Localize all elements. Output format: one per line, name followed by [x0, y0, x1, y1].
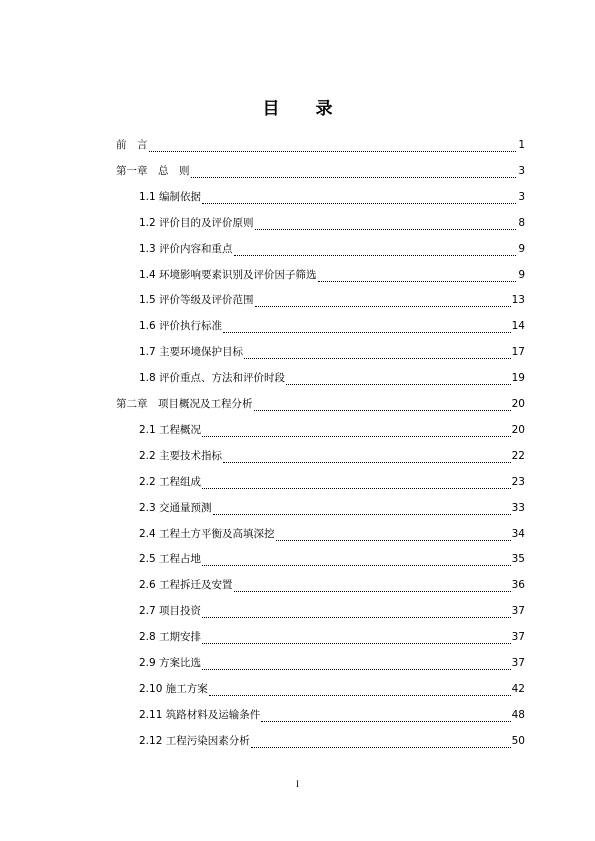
toc-leader-dots: [286, 372, 511, 385]
toc-entry-page: 37: [511, 631, 525, 644]
toc-entry[interactable]: [139, 680, 525, 698]
toc-entry[interactable]: [139, 188, 525, 206]
toc-entry-label: 2.3 交通量预测: [139, 501, 212, 514]
toc-entry-label: 2.7 项目投资: [139, 605, 202, 618]
toc-entry-label: 1.2 评价目的及评价原则: [139, 216, 254, 229]
toc-entry[interactable]: [116, 395, 525, 413]
toc-entry[interactable]: [139, 525, 525, 543]
toc-leader-dots: [261, 709, 510, 722]
toc-leader-dots: [255, 217, 516, 230]
page-title: [0, 94, 595, 119]
toc-entry-label: 2.1 工程概况: [139, 423, 202, 436]
toc-entry-label: 2.8 工期安排: [139, 631, 202, 644]
toc-entry-label: 前 言: [116, 139, 148, 151]
toc-leader-dots: [202, 553, 511, 566]
toc-entry[interactable]: [139, 473, 525, 491]
toc-entry-page: 19: [511, 372, 525, 385]
toc-leader-dots: [254, 398, 511, 411]
toc-entry-page: 34: [511, 527, 525, 540]
toc-leader-dots: [202, 605, 511, 618]
toc-leader-dots: [223, 320, 511, 333]
toc-leader-dots: [255, 294, 511, 307]
toc-entry[interactable]: [116, 162, 525, 180]
toc-entry-label: 1.4 环境影响要素识别及评价因子筛选: [139, 268, 317, 281]
toc-entry-label: 2.4 工程土方平衡及高填深挖: [139, 527, 275, 540]
toc-entry[interactable]: [139, 499, 525, 517]
toc-leader-dots: [202, 476, 511, 489]
toc-entry[interactable]: [139, 421, 525, 439]
toc-leader-dots: [244, 346, 511, 359]
toc-entry[interactable]: [139, 317, 525, 335]
toc-entry-label: 2.2 主要技术指标: [139, 449, 223, 462]
toc-entry-page: 1: [518, 139, 525, 151]
toc-entry-page: 42: [511, 682, 525, 695]
toc-entry-label: 2.12 工程污染因素分析: [139, 734, 250, 747]
toc-entry-page: 37: [511, 605, 525, 618]
toc-entry-label: 2.11 筑路材料及运输条件: [139, 708, 261, 721]
toc-entry[interactable]: [139, 447, 525, 465]
toc-entry-page: 8: [518, 216, 525, 229]
toc-entry-label: 2.9 方案比选: [139, 657, 202, 669]
toc-entry-label: 1.1 编制依据: [139, 190, 202, 203]
toc-entry-page: 14: [511, 320, 525, 333]
toc-entry-label: 1.5 评价等级及评价范围: [139, 294, 254, 307]
toc-leader-dots: [202, 657, 511, 670]
toc-entry[interactable]: [139, 240, 525, 258]
toc-entry[interactable]: [139, 343, 525, 361]
toc-entry-page: 36: [511, 579, 525, 592]
toc-entry-page: 50: [511, 734, 525, 747]
toc-entry-label: 2.5 工程占地: [139, 553, 202, 566]
toc-entry-page: 13: [511, 294, 525, 307]
toc-entry-label: 2.6 工程拆迁及安置: [139, 579, 233, 592]
toc-entry-label: 第二章 项目概况及工程分析: [116, 398, 253, 410]
toc-entry-page: 17: [511, 346, 525, 359]
toc-entry-label: 1.3 评价内容和重点: [139, 242, 233, 255]
toc-entry-page: 48: [511, 708, 525, 721]
toc-entry-page: 35: [511, 553, 525, 566]
toc-entry-label: 1.7 主要环境保护目标: [139, 346, 244, 359]
toc-entry-label: 1.6 评价执行标准: [139, 320, 223, 333]
toc-entry[interactable]: [139, 266, 525, 284]
toc-entry-page: 20: [511, 398, 525, 410]
toc-leader-dots: [223, 450, 511, 463]
toc-leader-dots: [202, 631, 511, 644]
toc-entry-label: 2.10 施工方案: [139, 682, 208, 695]
toc-entry-page: 20: [511, 423, 525, 436]
toc-entry-label: 2.2 工程组成: [139, 475, 202, 488]
toc-leader-dots: [213, 502, 511, 515]
toc-entry-page: 9: [518, 242, 525, 255]
page-title-part2: 录: [315, 99, 333, 119]
toc-entry-label: 1.8 评价重点、方法和评价时段: [139, 372, 286, 385]
toc-entry-page: 37: [511, 657, 525, 669]
toc-entry[interactable]: [139, 654, 525, 672]
toc-entry[interactable]: [139, 576, 525, 594]
toc-entry[interactable]: [139, 550, 525, 568]
toc-entry[interactable]: [139, 628, 525, 646]
page-title-part1: 目: [262, 99, 280, 119]
toc-entry[interactable]: [139, 602, 525, 620]
toc-entry[interactable]: [139, 369, 525, 387]
toc-entry-page: 23: [511, 475, 525, 488]
toc-entry[interactable]: [116, 136, 525, 154]
toc-entry[interactable]: [139, 291, 525, 309]
toc-entry-page: 22: [511, 449, 525, 462]
toc-leader-dots: [318, 269, 516, 282]
toc-entry-label: 第一章 总 则: [116, 164, 190, 177]
toc-leader-dots: [202, 191, 516, 204]
toc-leader-dots: [234, 243, 516, 256]
toc-leader-dots: [209, 683, 511, 696]
toc-leader-dots: [202, 424, 511, 437]
toc-leader-dots: [149, 139, 517, 152]
toc-entry-page: 33: [511, 501, 525, 514]
page-number: I: [296, 779, 299, 789]
toc-entry[interactable]: [139, 706, 525, 724]
toc-leader-dots: [276, 528, 511, 541]
toc-entry-page: 9: [518, 268, 525, 281]
toc-leader-dots: [234, 579, 511, 592]
toc-entry[interactable]: [139, 214, 525, 232]
toc-entry-page: 3: [518, 190, 525, 203]
toc-entry-page: 3: [518, 164, 525, 177]
toc-leader-dots: [191, 165, 517, 178]
toc-leader-dots: [251, 735, 511, 748]
toc-entry[interactable]: [139, 732, 525, 750]
